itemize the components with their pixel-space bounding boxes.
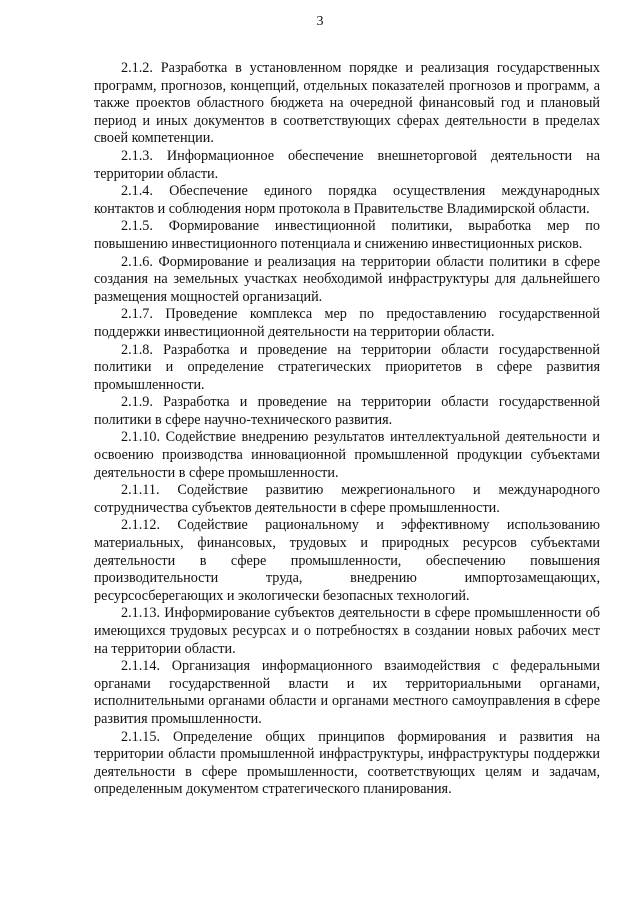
clause-2-1-11: 2.1.11. Содействие развитию межрегионального и международного сотрудничества субъектов деятельности в сфере промышленности. [94,482,600,516]
page-number: 3 [316,14,324,29]
clause-2-1-5: 2.1.5. Формирование инвестиционной политики, выработка мер по повышению инвестиционного потенциала и снижению инвестиционных рисков. [94,218,600,252]
clause-2-1-15: 2.1.15. Определение общих принципов формирования и развития на территории области промышленной инфраструктуры, инфраструктуры поддержки деятельности в сфере промышленности, соответствующих целям и задачам, определенным документом стратегического планирования. [94,728,600,798]
clause-2-1-8: 2.1.8. Разработка и проведение на территории области государственной политики и определение стратегических приоритетов в сфере развития промышленности. [94,341,600,393]
clause-2-1-2: 2.1.2. Разработка в установленном порядке и реализация государственных программ, прогнозов, концепций, отдельных показателей прогнозов и программ, а также проектов областного бюджета на очередной финансовый год и плановый период и иных документов в соответствующих сферах деятельности в пределах своей компетенции. [94,60,600,147]
clause-2-1-6: 2.1.6. Формирование и реализация на территории области политики в сфере создания на земельных участках необходимой инфраструктуры для дальнейшего размещения мощностей организаций. [94,253,600,305]
clause-2-1-14: 2.1.14. Организация информационного взаимодействия с федеральными органами государственной власти и их территориальными органами, исполнительными органами области и органами местного самоуправления в сфере развития промышленности. [94,658,600,727]
clause-2-1-4: 2.1.4. Обеспечение единого порядка осуществления международных контактов и соблюдения норм протокола в Правительстве Владимирской области. [94,183,600,217]
clause-2-1-13: 2.1.13. Информирование субъектов деятельности в сфере промышленности об имеющихся трудовых ресурсах и о потребностях в создании новых рабочих мест на территории области. [94,605,600,657]
clause-2-1-10: 2.1.10. Содействие внедрению результатов интеллектуальной деятельности и освоению производства инновационной промышленной продукции субъектами деятельности в сфере промышленности. [94,429,600,481]
document-body [94,60,600,799]
clause-2-1-9: 2.1.9. Разработка и проведение на территории области государственной политики в сфере научно-технического развития. [94,394,600,428]
clause-2-1-12: 2.1.12. Содействие рациональному и эффективному использованию материальных, финансовых, трудовых и природных ресурсов субъектами деятельности в сфере промышленности, обеспечению повышения производительности труда, внедрению импортозамещающих, ресурсосберегающих и экологически безопасных технологий. [94,517,600,604]
clause-2-1-7: 2.1.7. Проведение комплекса мер по предоставлению государственной поддержки инвестиционной деятельности на территории области. [94,306,600,340]
clause-2-1-3: 2.1.3. Информационное обеспечение внешнеторговой деятельности на территории области. [94,147,600,182]
